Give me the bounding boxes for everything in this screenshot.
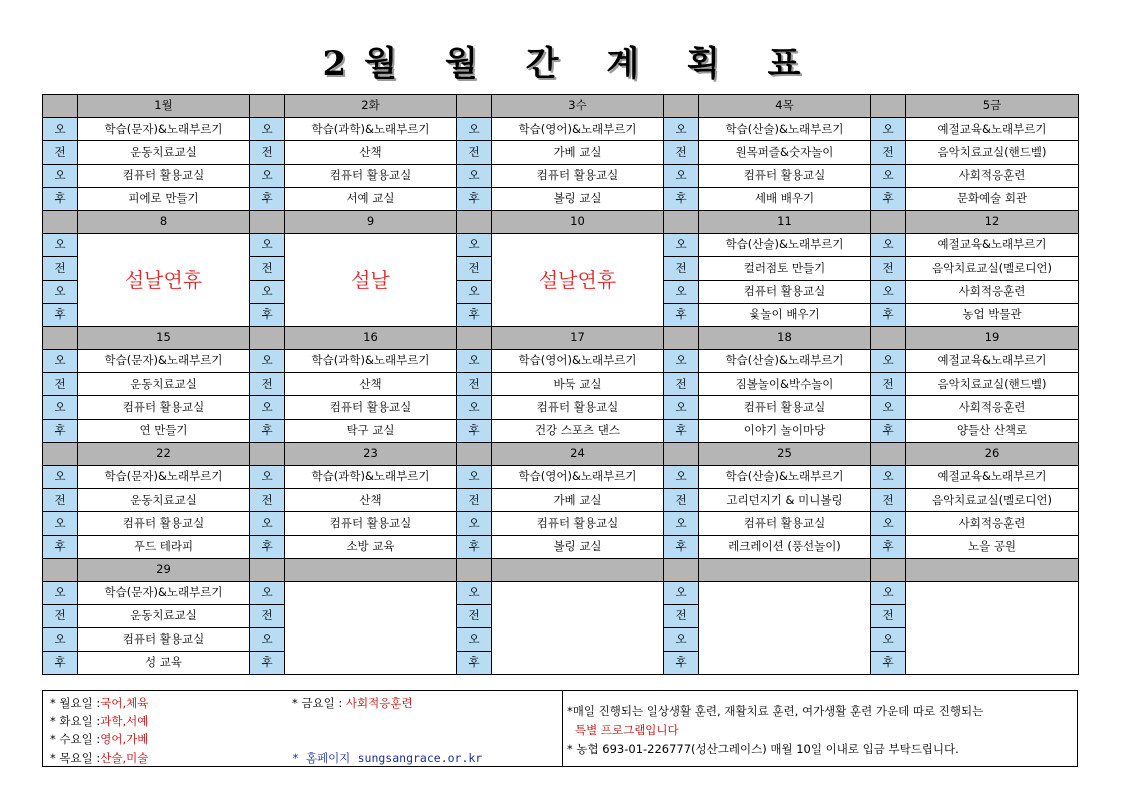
activity-cell: 컴퓨터 활용교실 <box>285 164 457 187</box>
period-label: 전 <box>457 141 492 164</box>
period-label: 후 <box>664 651 699 674</box>
activity-cell: 운동치료교실 <box>78 141 250 164</box>
activity-cell: 원목퍼즐&숫자놀이 <box>699 141 871 164</box>
period-label: 전 <box>457 257 492 280</box>
activity-cell: 학습(산술)&노래부르기 <box>699 350 871 373</box>
date-header-spacer <box>457 558 492 581</box>
activity-cell: 건강 스포츠 댄스 <box>492 419 664 442</box>
schedule-row <box>43 164 1079 187</box>
period-label: 후 <box>664 419 699 442</box>
period-label: 후 <box>250 651 285 674</box>
period-label: 후 <box>43 187 78 210</box>
period-label: 전 <box>457 489 492 512</box>
period-label: 오 <box>871 396 906 419</box>
activity-cell: 볼링 교실 <box>492 187 664 210</box>
schedule-row <box>43 118 1079 141</box>
activity-cell: 음악치료교실(멜로디언) <box>906 489 1079 512</box>
period-label: 오 <box>250 118 285 141</box>
date-header: 23 <box>285 442 457 465</box>
monthly-schedule-table <box>42 94 1079 675</box>
date-header-spacer <box>43 210 78 233</box>
activity-cell: 학습(영어)&노래부르기 <box>492 350 664 373</box>
period-label: 전 <box>43 257 78 280</box>
note-monday-label: * 월요일 : <box>50 696 101 710</box>
period-label: 전 <box>871 605 906 628</box>
activity-cell: 레크레이션 (풍선놀이) <box>699 535 871 558</box>
period-label: 오 <box>250 396 285 419</box>
period-label: 후 <box>664 535 699 558</box>
period-label: 전 <box>871 141 906 164</box>
activity-cell: 볼링 교실 <box>492 535 664 558</box>
period-label: 후 <box>871 651 906 674</box>
period-label: 후 <box>250 535 285 558</box>
schedule-row <box>43 187 1079 210</box>
date-header: 24 <box>492 442 664 465</box>
date-header-spacer <box>43 442 78 465</box>
period-label: 오 <box>664 466 699 489</box>
period-label: 오 <box>43 628 78 651</box>
activity-cell: 문화예술 회관 <box>906 187 1079 210</box>
activity-cell: 짐볼놀이&박수놀이 <box>699 373 871 396</box>
date-header-spacer <box>871 210 906 233</box>
date-header: 18 <box>699 326 871 349</box>
week-header-row <box>43 210 1079 233</box>
note-wednesday-label: * 수요일 : <box>50 732 101 746</box>
activity-cell: 컴퓨터 활용교실 <box>699 164 871 187</box>
date-header: 5금 <box>906 95 1079 118</box>
date-header-spacer <box>250 558 285 581</box>
empty-day-cell <box>906 581 1079 674</box>
activity-cell: 학습(문자)&노래부르기 <box>78 466 250 489</box>
activity-cell: 컴퓨터 활용교실 <box>78 512 250 535</box>
activity-cell: 운동치료교실 <box>78 373 250 396</box>
period-label: 오 <box>871 581 906 604</box>
date-header <box>285 558 457 581</box>
activity-cell: 푸드 테라피 <box>78 535 250 558</box>
period-label: 오 <box>664 164 699 187</box>
date-header-spacer <box>457 210 492 233</box>
date-header: 4목 <box>699 95 871 118</box>
note-monday <box>50 695 148 711</box>
schedule-row <box>43 396 1079 419</box>
period-label: 후 <box>457 303 492 326</box>
note-bank-account: * 농협 693-01-226777(성산그레이스) 매월 10일 이내로 입금 부탁드립니다. <box>567 742 959 756</box>
period-label: 후 <box>457 419 492 442</box>
date-header: 9 <box>285 210 457 233</box>
period-label: 전 <box>250 605 285 628</box>
activity-cell: 사회적응훈련 <box>906 396 1079 419</box>
date-header: 26 <box>906 442 1079 465</box>
period-label: 후 <box>871 535 906 558</box>
date-header-spacer <box>664 326 699 349</box>
activity-cell: 컴퓨터 활용교실 <box>78 164 250 187</box>
period-label: 전 <box>664 141 699 164</box>
activity-cell: 컴퓨터 활용교실 <box>492 396 664 419</box>
activity-cell: 컴퓨터 활용교실 <box>285 512 457 535</box>
period-label: 후 <box>664 303 699 326</box>
period-label: 오 <box>43 581 78 604</box>
activity-cell: 예절교육&노래부르기 <box>906 466 1079 489</box>
period-label: 오 <box>664 118 699 141</box>
activity-cell: 산책 <box>285 141 457 164</box>
note-wednesday <box>50 731 148 747</box>
activity-cell: 예절교육&노래부르기 <box>906 350 1079 373</box>
period-label: 오 <box>250 234 285 257</box>
empty-day-cell <box>285 581 457 674</box>
activity-cell: 음악치료교실(핸드벨) <box>906 373 1079 396</box>
note-friday <box>292 695 413 711</box>
activity-cell: 피에로 만들기 <box>78 187 250 210</box>
note-daily-training: *매일 진행되는 일상생활 훈련, 재활치료 훈련, 여가생활 훈련 가운데 따로 진행되는 <box>567 704 984 718</box>
period-label: 오 <box>871 280 906 303</box>
period-label: 전 <box>43 141 78 164</box>
period-label: 후 <box>250 419 285 442</box>
date-header: 3수 <box>492 95 664 118</box>
schedule-row <box>43 141 1079 164</box>
activity-cell: 학습(산술)&노래부르기 <box>699 466 871 489</box>
date-header-spacer <box>871 442 906 465</box>
date-header-spacer <box>43 326 78 349</box>
period-label: 오 <box>664 280 699 303</box>
period-label: 오 <box>664 628 699 651</box>
note-special-program: 특별 프로그램입니다 <box>575 723 679 737</box>
period-label: 후 <box>43 651 78 674</box>
period-label: 오 <box>43 280 78 303</box>
period-label: 오 <box>457 280 492 303</box>
period-label: 오 <box>250 164 285 187</box>
activity-cell: 산책 <box>285 489 457 512</box>
date-header-spacer <box>664 95 699 118</box>
period-label: 전 <box>250 373 285 396</box>
activity-cell: 컴퓨터 활용교실 <box>285 396 457 419</box>
activity-cell: 성 교육 <box>78 651 250 674</box>
note-tuesday-label: * 화요일 : <box>50 714 101 728</box>
activity-cell: 학습(영어)&노래부르기 <box>492 466 664 489</box>
period-label: 오 <box>664 396 699 419</box>
activity-cell: 학습(문자)&노래부르기 <box>78 350 250 373</box>
period-label: 오 <box>871 234 906 257</box>
period-label: 전 <box>871 489 906 512</box>
schedule-row <box>43 535 1079 558</box>
note-thursday <box>50 750 148 766</box>
period-label: 오 <box>457 396 492 419</box>
period-label: 오 <box>457 581 492 604</box>
period-label: 전 <box>457 373 492 396</box>
activity-cell: 컴퓨터 활용교실 <box>699 512 871 535</box>
activity-cell: 음악치료교실(멜로디언) <box>906 257 1079 280</box>
period-label: 후 <box>457 535 492 558</box>
date-header: 17 <box>492 326 664 349</box>
note-homepage <box>292 750 482 766</box>
date-header-spacer <box>871 95 906 118</box>
date-header <box>492 558 664 581</box>
activity-cell: 소방 교육 <box>285 535 457 558</box>
activity-cell: 사회적응훈련 <box>906 280 1079 303</box>
homepage-label: * 홈페이지 <box>292 751 351 765</box>
period-label: 오 <box>43 118 78 141</box>
week-header-row <box>43 326 1079 349</box>
notes-box <box>42 690 1078 767</box>
note-friday-value: 사회적응훈련 <box>345 696 413 710</box>
date-header-spacer <box>457 326 492 349</box>
activity-cell: 서예 교실 <box>285 187 457 210</box>
date-header: 25 <box>699 442 871 465</box>
date-header-spacer <box>43 95 78 118</box>
note-monday-value: 국어,체육 <box>100 696 149 710</box>
date-header-spacer <box>250 95 285 118</box>
date-header-spacer <box>664 558 699 581</box>
schedule-row <box>43 581 1079 604</box>
period-label: 오 <box>457 234 492 257</box>
activity-cell: 컴퓨터 활용교실 <box>699 280 871 303</box>
period-label: 오 <box>250 628 285 651</box>
activity-cell: 산책 <box>285 373 457 396</box>
activity-cell: 이야기 놀이마당 <box>699 419 871 442</box>
schedule-row <box>43 489 1079 512</box>
schedule-row <box>43 512 1079 535</box>
activity-cell: 농업 박물관 <box>906 303 1079 326</box>
date-header: 10 <box>492 210 664 233</box>
period-label: 전 <box>43 605 78 628</box>
period-label: 오 <box>43 512 78 535</box>
period-label: 후 <box>43 303 78 326</box>
activity-cell: 학습(과학)&노래부르기 <box>285 466 457 489</box>
activity-cell: 바둑 교실 <box>492 373 664 396</box>
period-label: 오 <box>457 466 492 489</box>
activity-cell: 학습(영어)&노래부르기 <box>492 118 664 141</box>
activity-cell: 학습(문자)&노래부르기 <box>78 118 250 141</box>
period-label: 오 <box>250 280 285 303</box>
schedule-row <box>43 419 1079 442</box>
note-tuesday <box>50 713 148 729</box>
schedule-row <box>43 466 1079 489</box>
period-label: 오 <box>664 581 699 604</box>
empty-day-cell <box>699 581 871 674</box>
activity-cell: 양들산 산책로 <box>906 419 1079 442</box>
period-label: 오 <box>871 118 906 141</box>
period-label: 오 <box>664 512 699 535</box>
period-label: 전 <box>664 257 699 280</box>
date-header: 8 <box>78 210 250 233</box>
holiday-cell: 설날 <box>285 234 457 327</box>
date-header-spacer <box>250 442 285 465</box>
activity-cell: 예절교육&노래부르기 <box>906 118 1079 141</box>
period-label: 후 <box>871 419 906 442</box>
period-label: 전 <box>664 489 699 512</box>
period-label: 오 <box>664 350 699 373</box>
note-wednesday-value: 영어,가베 <box>100 732 149 746</box>
date-header-spacer <box>457 442 492 465</box>
activity-cell: 고리던지기 & 미니볼링 <box>699 489 871 512</box>
activity-cell: 탁구 교실 <box>285 419 457 442</box>
activity-cell: 학습(산술)&노래부르기 <box>699 234 871 257</box>
date-header: 19 <box>906 326 1079 349</box>
period-label: 오 <box>250 466 285 489</box>
period-label: 오 <box>457 512 492 535</box>
period-label: 오 <box>871 628 906 651</box>
period-label: 전 <box>664 373 699 396</box>
holiday-cell: 설날연휴 <box>78 234 250 327</box>
date-header <box>699 558 871 581</box>
period-label: 후 <box>457 651 492 674</box>
period-label: 후 <box>457 187 492 210</box>
date-header: 12 <box>906 210 1079 233</box>
date-header <box>906 558 1079 581</box>
period-label: 오 <box>457 350 492 373</box>
activity-cell: 세배 배우기 <box>699 187 871 210</box>
activity-cell: 컴퓨터 활용교실 <box>492 512 664 535</box>
period-label: 오 <box>250 581 285 604</box>
date-header-spacer <box>871 326 906 349</box>
activity-cell: 컬러점토 만들기 <box>699 257 871 280</box>
activity-cell: 컴퓨터 활용교실 <box>699 396 871 419</box>
period-label: 전 <box>664 605 699 628</box>
activity-cell: 윷놀이 배우기 <box>699 303 871 326</box>
period-label: 전 <box>457 605 492 628</box>
period-label: 오 <box>871 466 906 489</box>
date-header: 1월 <box>78 95 250 118</box>
period-label: 오 <box>250 512 285 535</box>
notes-divider <box>562 691 563 766</box>
schedule-row <box>43 350 1079 373</box>
note-thursday-value: 산술,미술 <box>100 751 149 765</box>
activity-cell: 예절교육&노래부르기 <box>906 234 1079 257</box>
week-header-row <box>43 95 1079 118</box>
period-label: 오 <box>250 350 285 373</box>
date-header: 22 <box>78 442 250 465</box>
period-label: 오 <box>457 628 492 651</box>
period-label: 오 <box>43 466 78 489</box>
period-label: 오 <box>43 396 78 419</box>
activity-cell: 학습(산술)&노래부르기 <box>699 118 871 141</box>
date-header-spacer <box>664 210 699 233</box>
week-header-row <box>43 442 1079 465</box>
activity-cell: 학습(과학)&노래부르기 <box>285 350 457 373</box>
activity-cell: 운동치료교실 <box>78 605 250 628</box>
activity-cell: 학습(문자)&노래부르기 <box>78 581 250 604</box>
period-label: 전 <box>250 141 285 164</box>
period-label: 오 <box>43 234 78 257</box>
note-tuesday-value: 과학,서예 <box>100 714 149 728</box>
activity-cell: 사회적응훈련 <box>906 512 1079 535</box>
period-label: 전 <box>43 489 78 512</box>
period-label: 전 <box>871 257 906 280</box>
date-header-spacer <box>250 326 285 349</box>
date-header: 15 <box>78 326 250 349</box>
activity-cell: 운동치료교실 <box>78 489 250 512</box>
holiday-cell: 설날연휴 <box>492 234 664 327</box>
activity-cell: 연 만들기 <box>78 419 250 442</box>
activity-cell: 가베 교실 <box>492 141 664 164</box>
page-title: 2월 월 간 계 획 표 <box>322 44 819 84</box>
period-label: 전 <box>871 373 906 396</box>
period-label: 후 <box>43 419 78 442</box>
date-header: 29 <box>78 558 250 581</box>
homepage-link[interactable]: sungsangrace.or.kr <box>357 751 483 765</box>
note-friday-label: * 금요일 : <box>292 696 343 710</box>
period-label: 오 <box>871 512 906 535</box>
schedule-row <box>43 373 1079 396</box>
activity-cell: 컴퓨터 활용교실 <box>78 628 250 651</box>
date-header-spacer <box>664 442 699 465</box>
date-header-spacer <box>43 558 78 581</box>
period-label: 오 <box>457 118 492 141</box>
date-header: 16 <box>285 326 457 349</box>
date-header-spacer <box>457 95 492 118</box>
activity-cell: 가베 교실 <box>492 489 664 512</box>
activity-cell: 사회적응훈련 <box>906 164 1079 187</box>
activity-cell: 컴퓨터 활용교실 <box>78 396 250 419</box>
period-label: 전 <box>250 489 285 512</box>
date-header: 2화 <box>285 95 457 118</box>
period-label: 후 <box>664 187 699 210</box>
activity-cell: 노을 공원 <box>906 535 1079 558</box>
period-label: 오 <box>664 234 699 257</box>
activity-cell: 컴퓨터 활용교실 <box>492 164 664 187</box>
week-header-row <box>43 558 1079 581</box>
period-label: 오 <box>871 350 906 373</box>
date-header-spacer <box>871 558 906 581</box>
period-label: 후 <box>250 303 285 326</box>
period-label: 후 <box>250 187 285 210</box>
activity-cell: 음악치료교실(핸드벨) <box>906 141 1079 164</box>
empty-day-cell <box>492 581 664 674</box>
date-header: 11 <box>699 210 871 233</box>
period-label: 오 <box>43 164 78 187</box>
period-label: 후 <box>871 303 906 326</box>
period-label: 오 <box>871 164 906 187</box>
period-label: 후 <box>43 535 78 558</box>
date-header-spacer <box>250 210 285 233</box>
period-label: 전 <box>43 373 78 396</box>
period-label: 후 <box>871 187 906 210</box>
activity-cell: 학습(과학)&노래부르기 <box>285 118 457 141</box>
note-thursday-label: * 목요일 : <box>50 751 101 765</box>
period-label: 전 <box>250 257 285 280</box>
period-label: 오 <box>43 350 78 373</box>
period-label: 오 <box>457 164 492 187</box>
schedule-row <box>43 234 1079 257</box>
